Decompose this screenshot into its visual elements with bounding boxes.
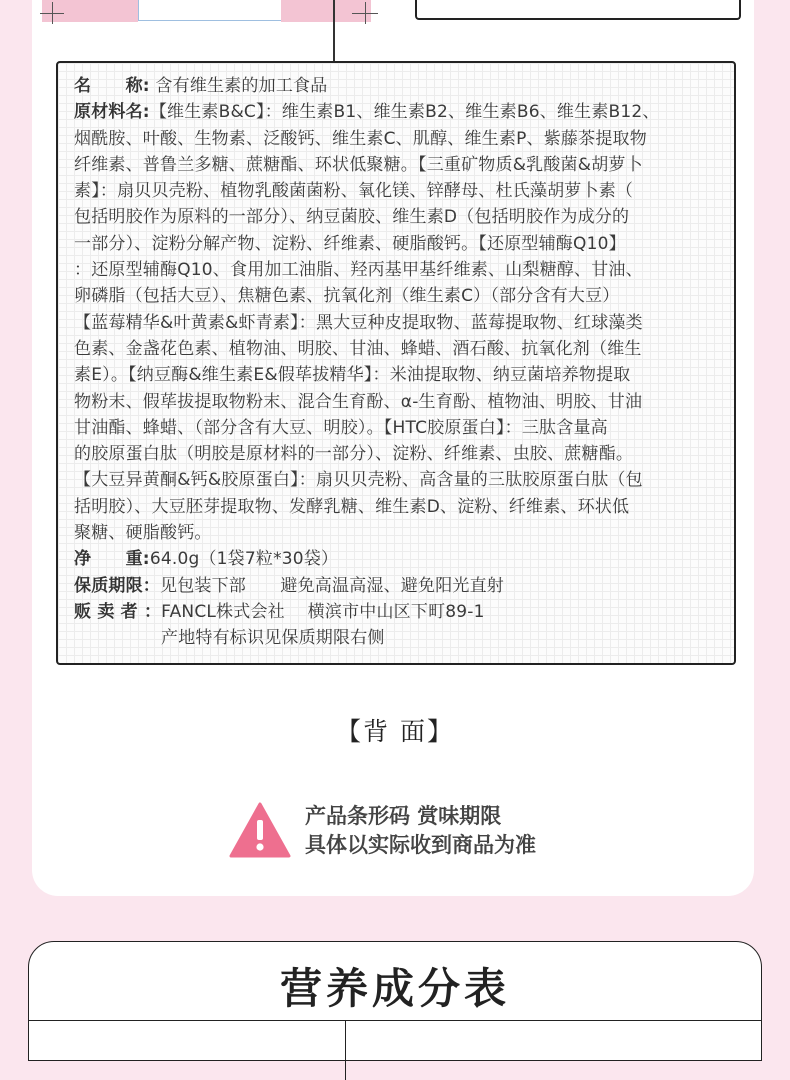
ingredient-line: 包括明胶作为原料的一部分）、纳豆菌胶、维生素D（包括明胶作为成分的 — [74, 207, 630, 228]
notice-line: 具体以实际收到商品为准 — [305, 833, 536, 857]
name-label: 名 称: — [74, 76, 150, 96]
ingredient-line: 甘油酯、蜂蜡、（部分含有大豆、明胶）。【HTC胶原蛋白】：三肽含量高 — [74, 417, 608, 438]
ingredient-line: ：还原型辅酶Q10、食用加工油脂、羟丙基甲基纤维素、山梨糖醇、甘油、 — [74, 260, 643, 281]
table-column-divider — [345, 1020, 346, 1080]
name-row — [74, 73, 718, 99]
table-divider — [29, 1020, 761, 1021]
notice-text — [305, 802, 536, 860]
seller-value: FANCL株式会社 横滨市中山区下町89-1 — [161, 601, 485, 622]
name-value: 含有维生素的加工食品 — [155, 76, 328, 96]
warning-icon — [229, 802, 291, 858]
shelf-life-row — [74, 573, 718, 599]
ingredient-line: 烟酰胺、叶酸、生物素、泛酸钙、维生素C、肌醇、维生素P、紫藤茶提取物 — [74, 128, 647, 149]
ingredient-line: 聚糖、硬脂酸钙。 — [74, 523, 212, 544]
ingredient-line: 物粉末、假荜拔提取物粉末、混合生育酚、α-生育酚、植物油、明胶、甘油 — [74, 391, 643, 412]
notice-line: 产品条形码 赏味期限 — [305, 804, 502, 828]
back-side-title: 【背 面】 — [336, 717, 454, 746]
seller-row — [74, 599, 718, 625]
shelf-life-value: 见包装下部 避免高温高湿、避免阳光直射 — [160, 575, 504, 596]
package-crop-mark-left — [42, 0, 138, 22]
package-panel-outline — [415, 0, 741, 20]
ingredient-line: 素E）。【纳豆酶&维生素E&假荜拔精华】：米油提取物、纳豆菌培养物提取 — [74, 365, 631, 386]
ingredient-line: 的胶原蛋白肽（明胶是原材料的一部分）、淀粉、纤维素、虫胶、蔗糖酯。 — [74, 444, 634, 465]
net-weight-label: 净 重: — [74, 549, 150, 570]
net-weight-row — [74, 546, 718, 572]
ingredient-line: 卵磷脂（包括大豆）、焦糖色素、抗氧化剂（维生素C）（部分含有大豆） — [74, 286, 620, 307]
seller-label: 贩 卖 者 ： — [74, 601, 162, 622]
ingredient-label — [56, 61, 736, 665]
ingredients-row — [74, 99, 718, 125]
shelf-life-label: 保质期限： — [74, 575, 160, 596]
nutrition-title: 营养成分表 — [279, 964, 510, 1013]
ingredient-line: 纤维素、普鲁兰多糖、蔗糖酯、环状低聚糖。【三重矿物质&乳酸菌&胡萝卜 — [74, 154, 643, 175]
ingredient-line: 色素、金盏花色素、植物油、明胶、甘油、蜂蜡、酒石酸、抗氧化剂（维生 — [74, 338, 642, 359]
ingredient-line: 一部分）、淀粉分解产物、淀粉、纤维素、硬脂酸钙。【还原型辅酶Q10】 — [74, 233, 626, 254]
origin-note: 产地特有标识见保质期限右侧 — [161, 628, 385, 649]
callout-line — [333, 0, 335, 62]
ingredient-line: 素】：扇贝贝壳粉、植物乳酸菌菌粉、氧化镁、锌酵母、杜氏藻胡萝卜素（ — [74, 181, 634, 202]
ingredient-line: 括明胶）、大豆胚芽提取物、发酵乳糖、维生素D、淀粉、纤维素、环状低 — [74, 496, 630, 517]
crop-line — [52, 2, 53, 24]
ingredient-line: 【大豆异黄酮&钙&胶原蛋白】：扇贝贝壳粉、高含量的三肽胶原蛋白肽（包 — [74, 470, 643, 491]
crop-line — [365, 2, 366, 24]
package-outline — [138, 0, 282, 21]
ingredient-line: 【蓝莓精华&叶黄素&虾青素】：黑大豆种皮提取物、蓝莓提取物、红球藻类 — [74, 312, 643, 333]
ingredients-label: 原材料名: — [74, 102, 150, 123]
ingredient-line: 【维生素B&C】：维生素B1、维生素B2、维生素B6、维生素B12、 — [149, 102, 660, 123]
net-weight-value: 64.0g（1袋7粒*30袋） — [149, 549, 339, 570]
package-crop-mark-right — [281, 0, 371, 22]
nutrition-table — [28, 941, 762, 1061]
